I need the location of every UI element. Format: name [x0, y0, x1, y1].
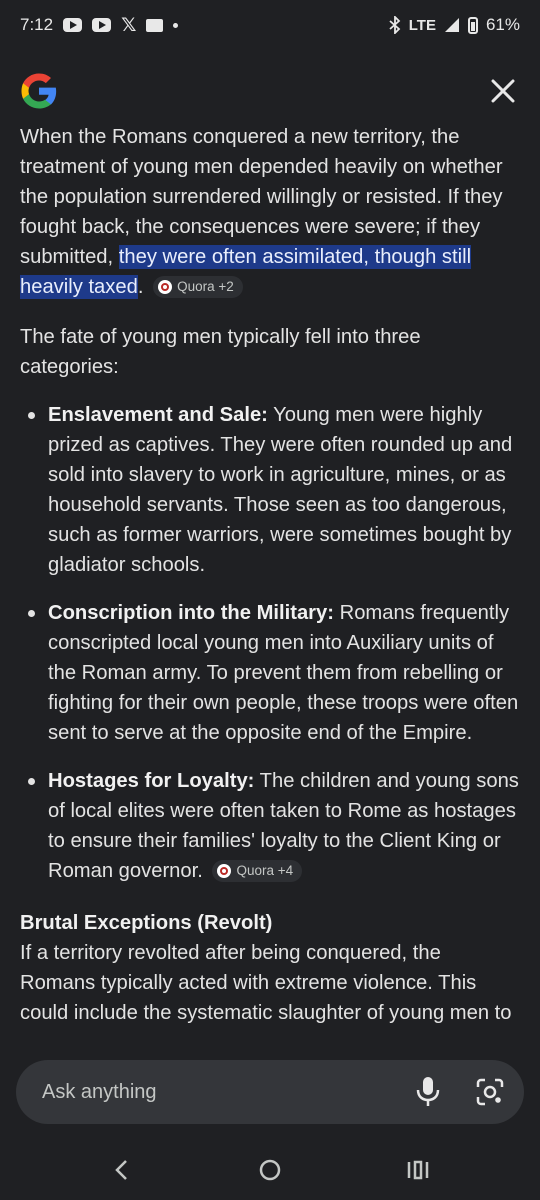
answer-content	[20, 120, 520, 1040]
source-chip-label: Quora +2	[177, 279, 234, 294]
list-item	[48, 598, 520, 748]
source-chip-label: Quora +4	[236, 863, 294, 878]
categories-list	[20, 400, 520, 886]
list-item-title: Enslavement and Sale:	[48, 404, 268, 426]
bluetooth-icon	[389, 16, 401, 34]
quora-icon	[158, 280, 172, 294]
back-icon[interactable]	[112, 1158, 132, 1182]
quora-icon	[217, 864, 231, 878]
battery-icon	[468, 17, 478, 34]
list-item	[48, 400, 520, 580]
mail-icon	[146, 19, 163, 32]
intro-paragraph	[20, 122, 520, 302]
list-item-text: The children and young sons of local elites were often taken to Rome as hostages to ensure their families' loyalty to the Client King or Roman governor.	[48, 770, 519, 882]
list-item	[48, 766, 520, 886]
fate-intro: The fate of young men typically fell into three categories:	[20, 326, 421, 378]
list-item-text: Romans frequently conscripted local young men into Auxiliary units of the Roman army. To prevent them from rebelling or fighting for their own people, these troops were often sent to serve at the opposite end of the Empire.	[48, 602, 519, 744]
home-icon[interactable]	[258, 1158, 282, 1182]
header	[0, 50, 540, 130]
navigation-bar	[0, 1140, 540, 1200]
signal-icon	[444, 17, 460, 33]
list-item-title: Hostages for Loyalty:	[48, 770, 255, 792]
dot-icon	[173, 23, 178, 28]
intro-text: When the Romans conquered a new territory, the treatment of young men depended heavily on whether the population surrendered willingly or resisted. If they fought back, the consequences were severe; if they submitted,	[20, 126, 503, 268]
close-icon[interactable]	[488, 76, 518, 106]
source-chip[interactable]	[153, 276, 243, 298]
intro-end: .	[137, 276, 144, 298]
highlighted-text[interactable]: they were often assimilated, though still heavily taxed	[20, 246, 472, 298]
list-item-text: Young men were highly prized as captives. They were often rounded up and sold into slavery to work in agriculture, mines, or as household servants. Those seen as too dangerous, such as former warriors, were sometimes bought by gladiator schools.	[48, 404, 513, 576]
source-chip[interactable]	[212, 860, 302, 882]
youtube-icon	[92, 18, 111, 32]
x-icon: 𝕏	[121, 14, 137, 36]
google-g-icon	[18, 70, 60, 112]
recent-apps-icon[interactable]	[406, 1158, 430, 1182]
status-time: 7:12	[20, 15, 54, 34]
section-heading: Brutal Exceptions (Revolt)	[20, 912, 273, 934]
youtube-icon	[63, 18, 82, 32]
ask-input[interactable]	[40, 1080, 414, 1105]
microphone-icon[interactable]	[414, 1075, 442, 1109]
lens-icon[interactable]	[476, 1078, 504, 1106]
battery-percent: 61%	[485, 15, 520, 34]
list-item-title: Conscription into the Military:	[48, 602, 334, 624]
network-type: LTE	[408, 16, 436, 34]
ask-bar	[16, 1060, 524, 1124]
status-bar	[0, 0, 540, 50]
section-text: If a territory revolted after being conquered, the Romans typically acted with extreme violence. This could include the systematic slaughter of young men to	[20, 942, 512, 1024]
